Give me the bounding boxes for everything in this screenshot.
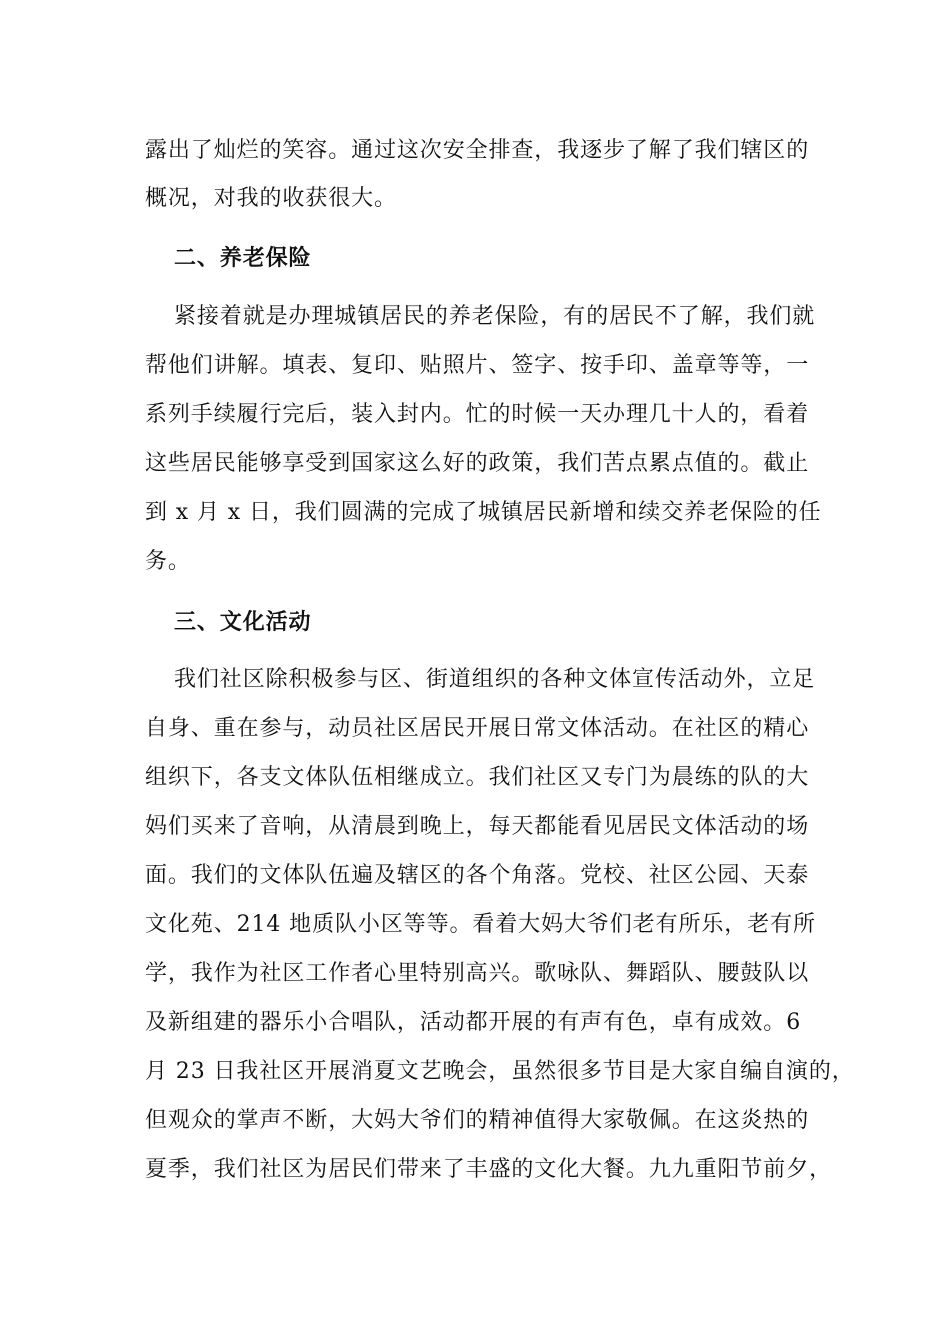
paragraph-line: 夏季，我们社区为居民们带来了丰盛的文化大餐。九九重阳节前夕，	[145, 1157, 833, 1182]
section-heading-pension: 二、养老保险	[174, 245, 312, 271]
paragraph-line: 及新组建的器乐小合唱队，活动都开展的有声有色，卓有成效。6	[145, 1010, 802, 1035]
paragraph-line: 到 x 月 x 日，我们圆满的完成了城镇居民新增和续交养老保险的任	[145, 500, 822, 525]
paragraph-line: 但观众的掌声不断，大妈大爷们的精神值得大家敬佩。在这炎热的	[145, 1108, 810, 1133]
paragraph-line: 面。我们的文体队伍遍及辖区的各个角落。党校、社区公园、天泰	[145, 863, 810, 888]
paragraph-line: 务。	[145, 549, 191, 574]
paragraph-line: 文化苑、214 地质队小区等等。看着大妈大爷们老有所乐，老有所	[145, 912, 816, 937]
paragraph-line: 我们社区除积极参与区、街道组织的各种文体宣传活动外，立足	[174, 667, 816, 692]
paragraph-line: 学，我作为社区工作者心里特别高兴。歌咏队、舞蹈队、腰鼓队以	[145, 961, 810, 986]
paragraph-line: 帮他们讲解。填表、复印、贴照片、签字、按手印、盖章等等，一	[145, 353, 810, 378]
paragraph-line: 自身、重在参与，动员社区居民开展日常文体活动。在社区的精心	[145, 716, 810, 741]
paragraph-line: 妈们买来了音响，从清晨到晚上，每天都能看见居民文体活动的场	[145, 814, 810, 839]
paragraph-line: 这些居民能够享受到国家这么好的政策，我们苦点累点值的。截止	[145, 451, 810, 476]
paragraph-line: 紧接着就是办理城镇居民的养老保险，有的居民不了解，我们就	[174, 304, 816, 329]
section-heading-culture: 三、文化活动	[174, 609, 312, 635]
paragraph-line: 组织下，各支文体队伍相继成立。我们社区又专门为晨练的队的大	[145, 765, 810, 790]
paragraph-line: 月 23 日我社区开展消夏文艺晚会，虽然很多节目是大家自编自演的，	[145, 1059, 855, 1084]
paragraph-line: 概况，对我的收获很大。	[145, 186, 397, 211]
paragraph-line: 露出了灿烂的笑容。通过这次安全排查，我逐步了解了我们辖区的	[145, 138, 810, 163]
paragraph-line: 系列手续履行完后，装入封内。忙的时候一天办理几十人的，看着	[145, 402, 810, 427]
